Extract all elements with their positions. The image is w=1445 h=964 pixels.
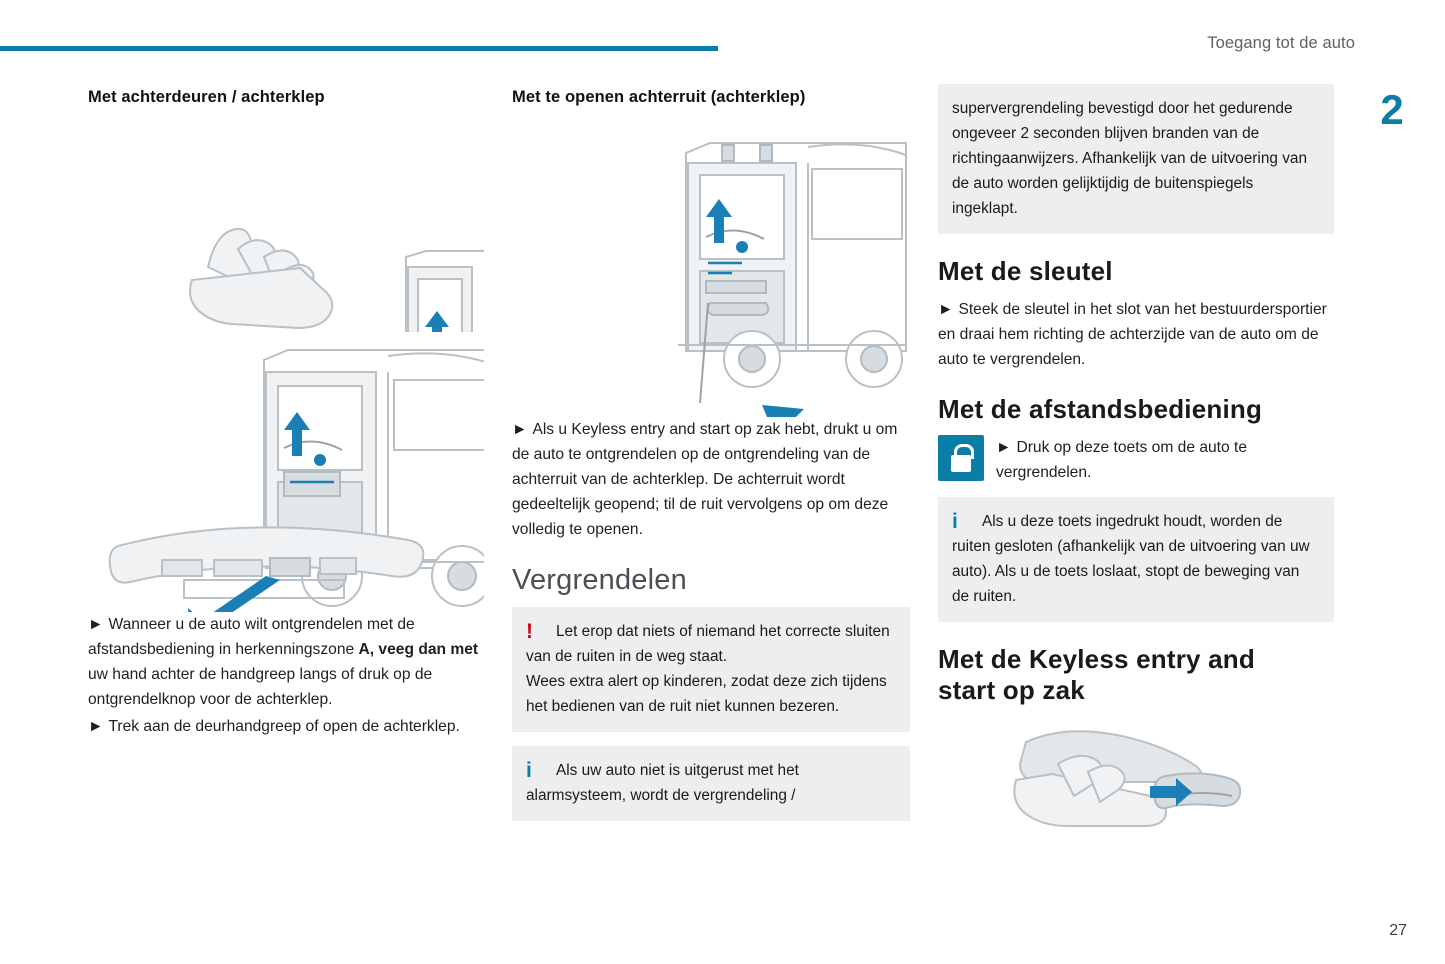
col3-paragraph-1 — [938, 297, 1334, 372]
illustration-hand-sweeping-handle — [88, 117, 484, 332]
col3-p1-text: Steek de sleutel in het slot van het bestuurdersportier en draai hem richting de achterzijde van de auto om de auto te vergrendelen. — [938, 301, 1327, 368]
continuation-box — [938, 84, 1334, 234]
column-right — [938, 80, 1334, 862]
col1-paragraph-2 — [88, 714, 484, 739]
bullet-arrow: ► — [88, 616, 104, 633]
keyless-title-line2: start op zak — [938, 675, 1085, 705]
bullet-arrow: ► — [938, 301, 954, 318]
warning-icon: ! — [526, 620, 533, 643]
lock-button-row — [938, 435, 1334, 487]
bullet-arrow: ► — [996, 439, 1012, 456]
bullet-arrow: ► — [88, 718, 104, 735]
section-title-afstandsbediening: Met de afstandsbediening — [938, 394, 1263, 424]
col1-p1-pre: Wanneer u de auto wilt ontgrendelen met de afstandsbediening in herkenningszone — [88, 616, 415, 658]
column-left — [88, 80, 484, 741]
warning-box — [512, 607, 910, 732]
col1-heading: Met achterdeuren / achterklep — [88, 88, 325, 106]
col1-p1-bold1: A, veeg — [358, 641, 414, 658]
chapter-number-badge: 2 — [1380, 86, 1404, 133]
info-text-col2: Als uw auto niet is uitgerust met het alarmsysteem, wordt de vergrendeling / — [526, 762, 799, 804]
illustration-rear-window-opening — [512, 117, 910, 417]
info-text-col3: Als u deze toets ingedrukt houdt, worden de ruiten gesloten (afhankelijk van de uitvoering van uw auto). Als u de toets loslaat, stopt de beweging van de ruiten. — [952, 513, 1310, 605]
info-box-col3 — [938, 497, 1334, 622]
continuation-text: supervergrendeling bevestigd door het gedurende ongeveer 2 seconden blijven branden van de richtingaanwijzers. Afhankelijk van de uitvoering van de auto worden gelijktijdig de buitenspiegels ingeklapt. — [952, 100, 1308, 217]
col1-p1-bold2: dan met — [418, 641, 479, 658]
col3-paragraph-2 — [996, 435, 1334, 485]
info-icon: i — [526, 759, 532, 782]
section-title-keyless — [938, 644, 1334, 706]
bullet-arrow: ► — [512, 421, 528, 438]
warning-text-2: Wees extra alert op kinderen, zodat deze zich tijdens het bedienen van de ruit niet kunnen bezeren. — [526, 673, 887, 715]
col1-p2-text: Trek aan de deurhandgreep of open de achterklep. — [108, 718, 460, 735]
col2-paragraph-text: Als u Keyless entry and start op zak hebt, drukt u om de auto te ontgrendelen op de ontgrendeling van de achterruit van de achterklep. De achterruit wordt gedeeltelijk geopend; til de ruit vervolgens op om deze volledig te openen. — [512, 421, 898, 538]
section-title-met-de-sleutel: Met de sleutel — [938, 256, 1113, 286]
keyless-title-line1: Met de Keyless entry and — [938, 644, 1255, 674]
header-rule — [0, 46, 718, 51]
header-title: Toegang tot de auto — [1207, 34, 1355, 52]
col1-paragraph-1 — [88, 612, 484, 712]
section-title-vergrendelen: Vergrendelen — [512, 564, 687, 596]
info-box-col2 — [512, 746, 910, 821]
col2-paragraph — [512, 417, 910, 542]
warning-text-1: Let erop dat niets of niemand het correcte sluiten van de ruiten in de weg staat. — [526, 623, 890, 665]
page-number: 27 — [1389, 922, 1407, 939]
illustration-van-rear-hatch — [88, 332, 484, 612]
col2-heading: Met te openen achterruit (achterklep) — [512, 88, 806, 106]
illustration-hand-keyless-handle — [938, 722, 1334, 862]
col1-p1-mid: uw hand achter de handgreep langs of druk op de ontgrendelknop voor de achterklep. — [88, 666, 433, 708]
column-middle — [512, 80, 910, 835]
info-icon: i — [952, 510, 958, 533]
col3-p2-text: Druk op deze toets om de auto te vergrendelen. — [996, 439, 1248, 481]
lock-button-icon — [938, 435, 984, 481]
